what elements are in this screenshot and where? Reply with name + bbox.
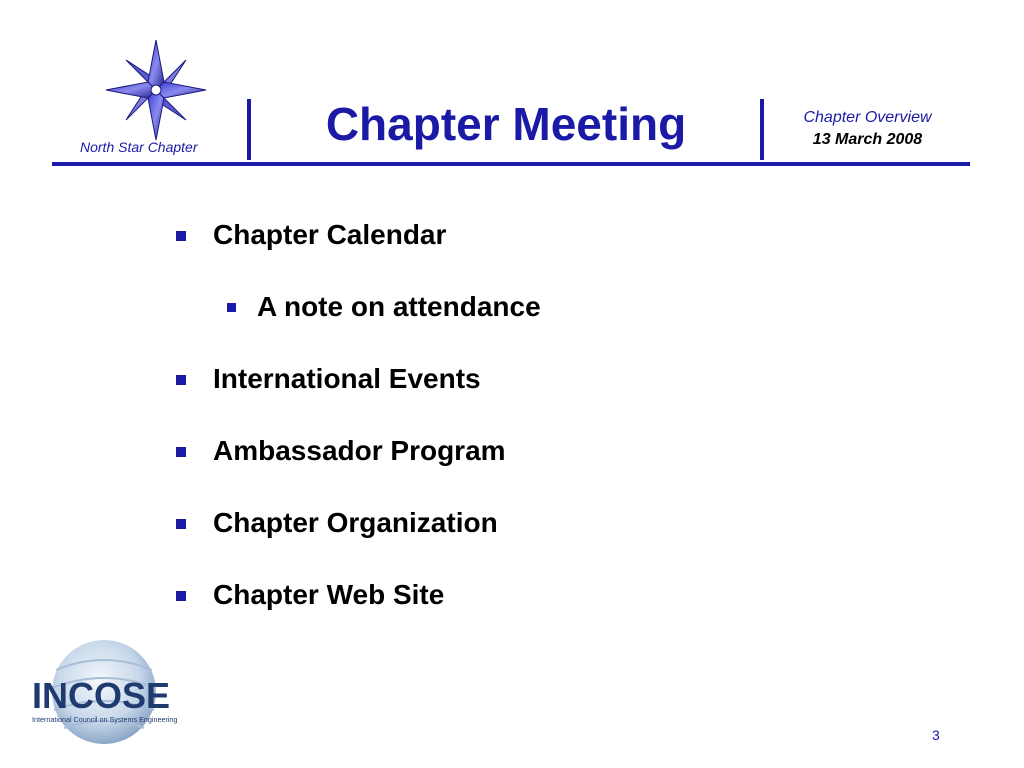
bullet-marker-icon	[176, 447, 186, 457]
bullet-marker-icon	[176, 591, 186, 601]
bullet-text: Chapter Calendar	[213, 219, 447, 250]
bullet-item	[176, 361, 481, 397]
logo-wordmark: INCOSE	[32, 675, 171, 716]
header-divider-left	[247, 99, 251, 160]
bullet-marker-icon	[176, 231, 186, 241]
bullet-text: Chapter Web Site	[213, 579, 445, 610]
header-rule	[52, 162, 970, 166]
page-number: 3	[932, 727, 940, 743]
slide-title: Chapter Meeting	[325, 98, 687, 150]
compass-star-icon	[104, 38, 208, 142]
section-label: Chapter Overview	[803, 109, 932, 126]
chapter-name: North Star Chapter	[80, 139, 198, 155]
date-label: 13 March 2008	[812, 131, 923, 148]
bullet-marker-icon	[176, 519, 186, 529]
incose-logo	[26, 640, 206, 750]
logo-tagline: International Council on Systems Engineering	[32, 715, 178, 724]
header-divider-right	[760, 99, 764, 160]
bullet-text: Ambassador Program	[213, 435, 506, 466]
sub-bullet-item	[227, 289, 541, 325]
bullet-marker-icon	[227, 303, 236, 312]
bullet-item	[176, 217, 446, 253]
bullet-text: International Events	[213, 363, 481, 394]
bullet-item	[176, 505, 498, 541]
header-right-block	[765, 107, 970, 151]
bullet-text: A note on attendance	[257, 291, 541, 322]
bullet-marker-icon	[176, 375, 186, 385]
bullet-text: Chapter Organization	[213, 507, 498, 538]
bullet-item	[176, 433, 506, 469]
bullet-item	[176, 577, 444, 613]
